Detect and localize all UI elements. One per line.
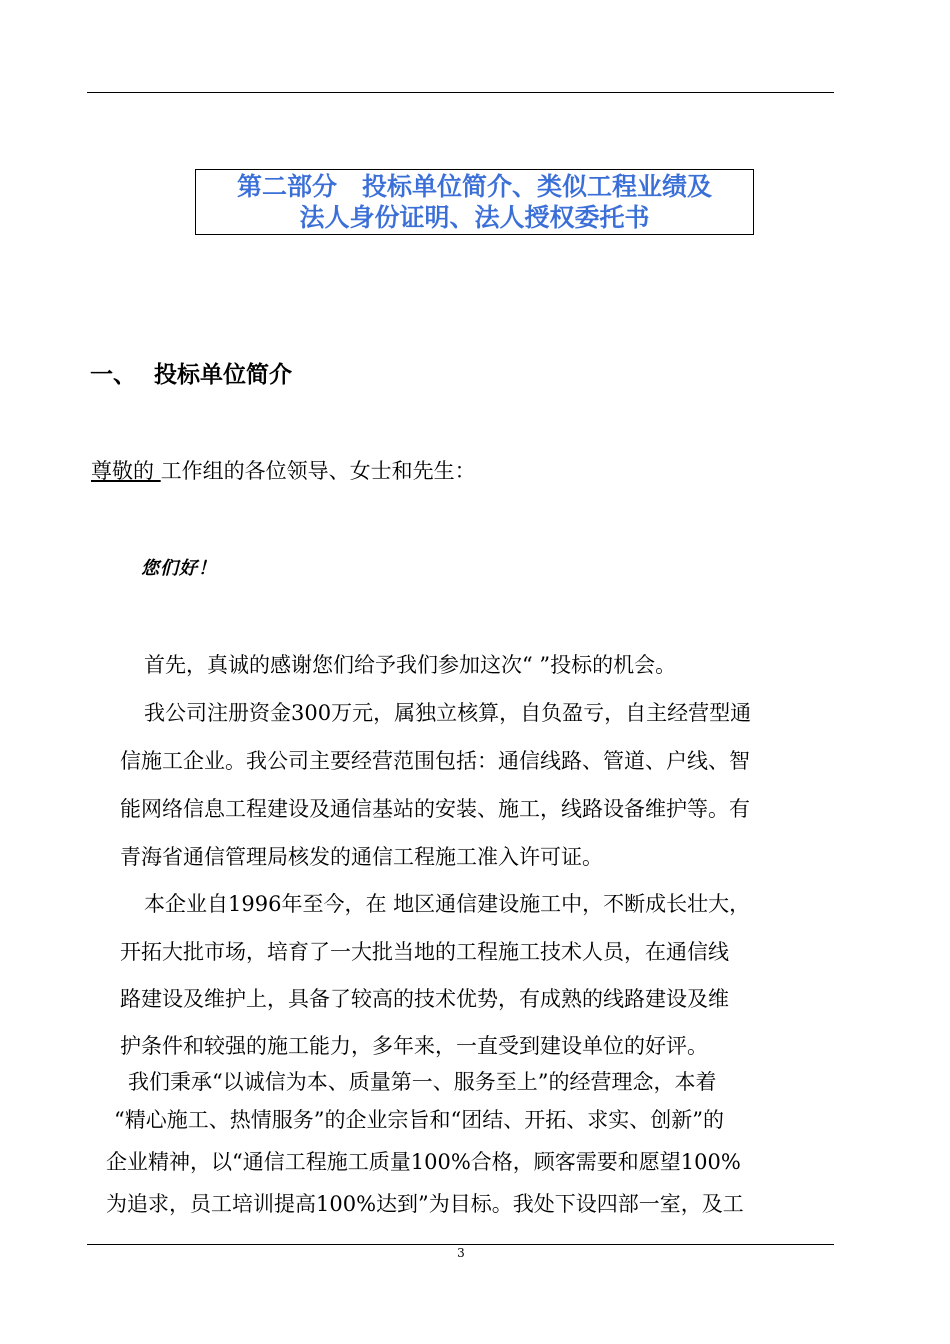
body-line: 能网络信息工程建设及通信基站的安装、施工，线路设备维护等。有	[120, 797, 750, 821]
section-number: 一、	[90, 362, 136, 388]
part-title-box	[195, 169, 754, 235]
section-title: 投标单位简介	[154, 362, 292, 388]
body-line: 本企业自1996年至今，在 地区通信建设施工中，不断成长壮大，	[144, 892, 751, 916]
body-line: 为追求，员工培训提高100%达到”为目标。我处下设四部一室，及工	[106, 1192, 744, 1216]
body-line: 首先，真诚的感谢您们给予我们参加这次“ ”投标的机会。	[144, 653, 677, 677]
salutation-underlined: 尊敬的	[91, 459, 161, 483]
body-line: 护条件和较强的施工能力，多年来，一直受到建设单位的好评。	[120, 1034, 708, 1058]
body-line: 信施工企业。我公司主要经营范围包括：通信线路、管道、户线、智	[120, 749, 750, 773]
section-heading	[90, 356, 292, 389]
body-line: 路建设及维护上，具备了较高的技术优势，有成熟的线路建设及维	[120, 987, 729, 1011]
body-line: 我们秉承“以诚信为本、质量第一、服务至上”的经营理念，本着	[128, 1070, 717, 1094]
greeting: 您们好！	[141, 558, 217, 579]
part-title-line-2: 法人身份证明、法人授权委托书	[299, 203, 650, 232]
body-line: 青海省通信管理局核发的通信工程施工准入许可证。	[120, 845, 603, 869]
footer-rule	[87, 1244, 834, 1245]
body-line: “精心施工、热情服务”的企业宗旨和“团结、开拓、求实、创新”的	[114, 1108, 724, 1132]
body-line: 企业精神，以“通信工程施工质量100%合格，顾客需要和愿望100%	[106, 1150, 741, 1174]
part-title-line-1: 第二部分 投标单位简介、类似工程业绩及	[236, 172, 712, 201]
page-number: 3	[457, 1246, 465, 1260]
salutation	[91, 455, 476, 485]
body-line: 我公司注册资金300万元，属独立核算，自负盈亏，自主经营型通	[144, 701, 752, 725]
header-rule	[87, 92, 834, 93]
salutation-rest: 工作组的各位领导、女士和先生：	[160, 459, 476, 483]
body-line: 开拓大批市场，培育了一大批当地的工程施工技术人员，在通信线	[120, 940, 729, 964]
